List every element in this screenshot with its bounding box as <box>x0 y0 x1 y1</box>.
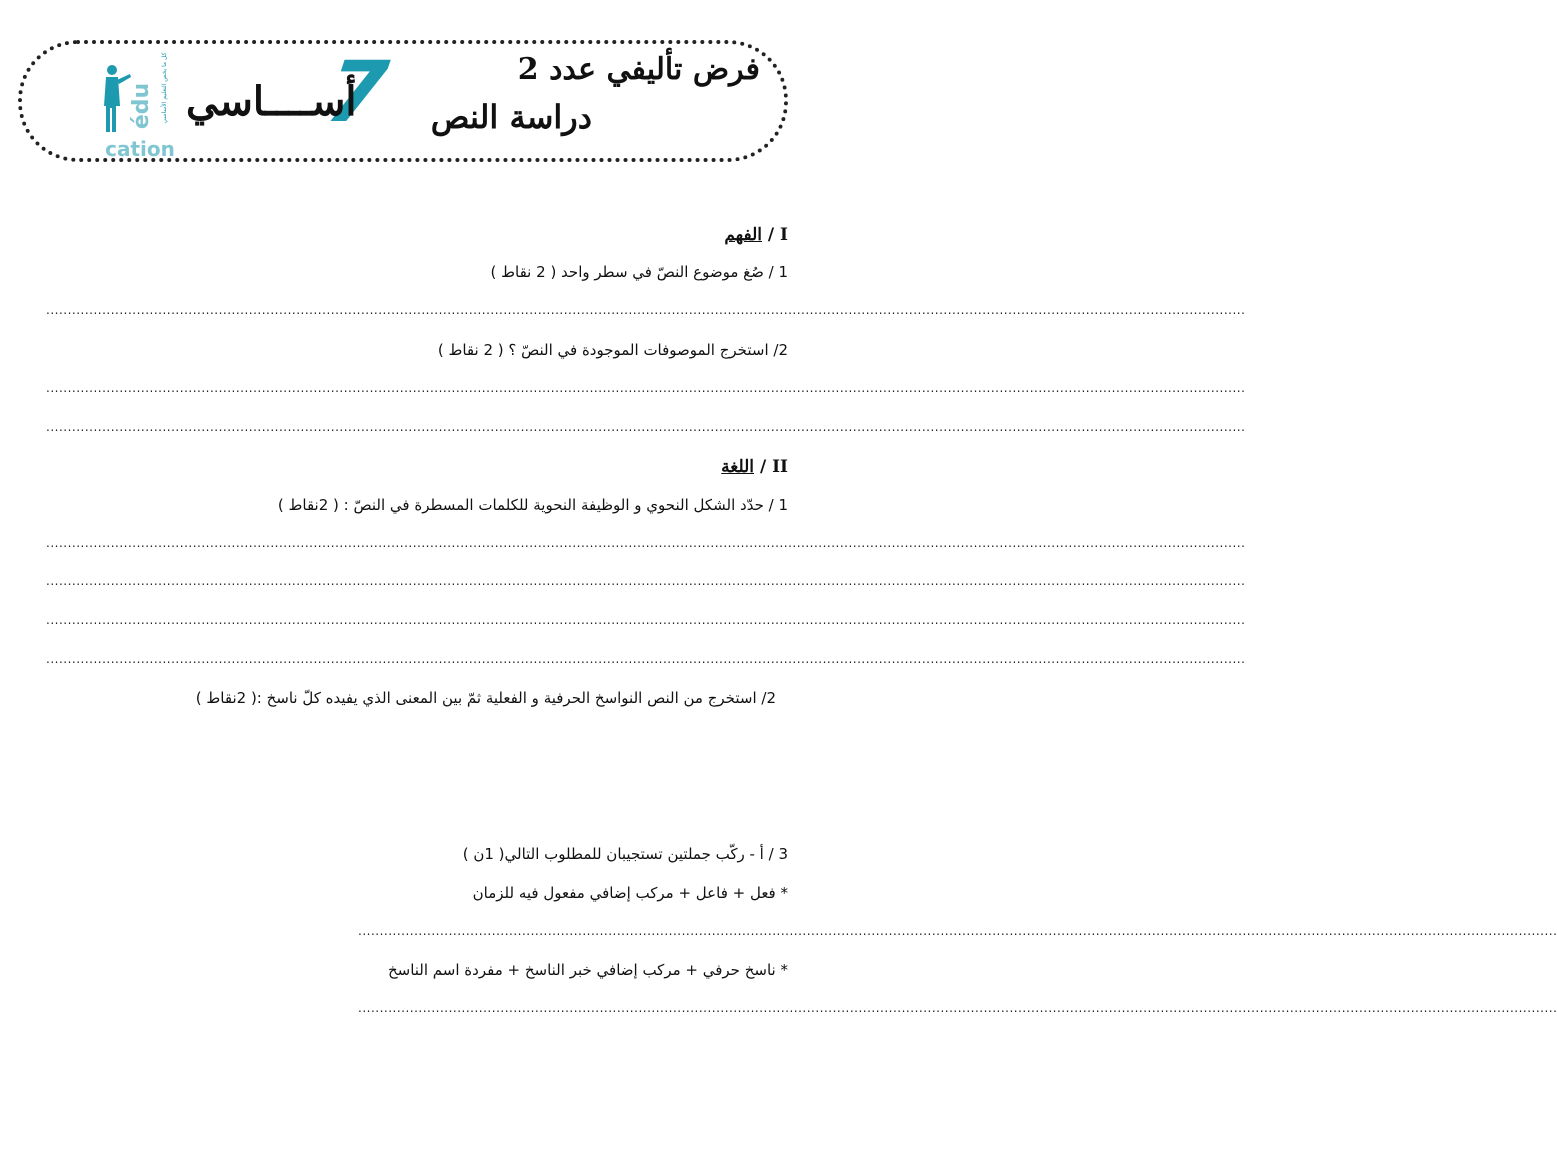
answer-line: ...................................................................................................................................................................................................................................................................................... <box>46 652 1246 666</box>
logo-small-text: كل ما يخص التعليم الأساسي <box>161 52 168 124</box>
answer-line: ...................................................................................................................................................................................................................................................................................... <box>46 613 1246 627</box>
answer-line: ...................................................................................................................................................................................................................................................................................... <box>46 536 1246 550</box>
teacher-figure-icon <box>104 65 131 132</box>
section2-question1: 1 / حدّد الشكل النحوي و الوظيفة النحوية للكلمات المسطرة في النصّ : ( 2نقاط ) <box>277 496 788 514</box>
logo-vertical-text: édu <box>129 82 154 130</box>
answer-line: ...................................................................................................................................................................................................................................................................................... <box>46 420 1246 434</box>
section2-question2: 2/ استخرج من النص النواسخ الحرفية و الفعلية ثمّ بين المعنى الذي يفيده كلّ ناسخ :( 2نقاط ) <box>195 689 776 707</box>
answer-line: ...................................................................................................................................................................................................................................................................................... <box>46 381 1246 395</box>
grade-label: أســــاسي <box>186 78 357 125</box>
section1-question1: 1 / صُغ موضوع النصّ في سطر واحد ( 2 نقاط ) <box>490 263 788 281</box>
answer-line: ...................................................................................................................................................................................................................................................................................... <box>46 303 1246 317</box>
section1-title: الفهم <box>724 225 762 245</box>
answer-line: ...................................................................................................................................................................................................................................................................................... <box>358 1001 1557 1015</box>
answer-line: ...................................................................................................................................................................................................................................................................................... <box>358 924 1557 938</box>
section2-question3: 3 / أ - ركّب جملتين تستجيبان للمطلوب التالي( 1ن ) <box>462 845 788 863</box>
section2-numeral: II / <box>759 457 788 477</box>
grade-number: 7 <box>321 43 394 141</box>
logo-bottom-text: cation <box>105 137 175 161</box>
exam-subtitle: دراسة النص <box>430 98 592 136</box>
answer-line: ...................................................................................................................................................................................................................................................................................... <box>46 574 1246 588</box>
section2-title: اللغة <box>721 457 755 477</box>
section1-numeral: I / <box>767 225 788 245</box>
formula-item-a: * فعل + فاعل + مركب إضافي مفعول فيه للزمان <box>472 884 788 902</box>
education-logo <box>96 48 178 160</box>
section1-question2: 2/ استخرج الموصوفات الموجودة في النصّ ؟ ( 2 نقاط ) <box>437 341 788 359</box>
formula-item-b: * ناسخ حرفي + مركب إضافي خبر الناسخ + مفردة اسم الناسخ <box>387 961 788 979</box>
section1-heading <box>724 225 788 245</box>
section2-heading <box>721 457 788 477</box>
exam-title: فرض تأليفي عدد 2 <box>517 52 760 87</box>
